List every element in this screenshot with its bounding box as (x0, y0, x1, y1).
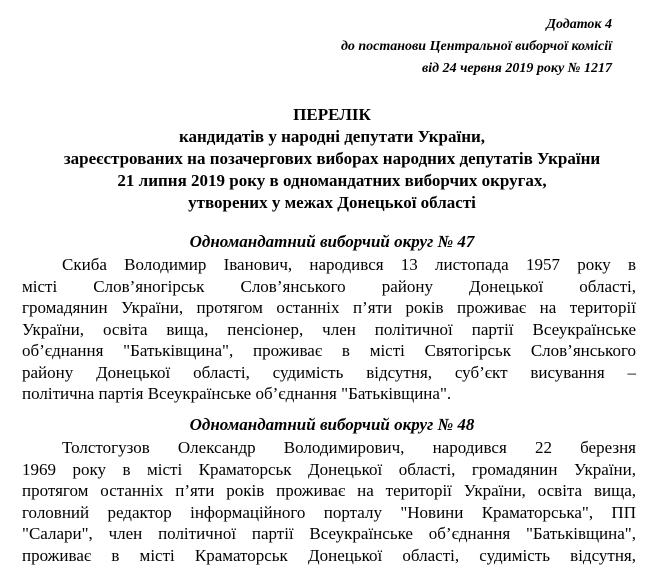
paragraph-line: місті Слов’яногірськ Слов’янського району Донецької області, (22, 276, 636, 296)
paragraph-line: району Донецької області, судимість відсутня, суб’єкт висування – (22, 362, 636, 382)
district-47-heading: Одномандатний виборчий округ № 47 (189, 232, 475, 251)
paragraph-line: політична партія Всеукраїнське об’єднання "Батьківщина". (22, 384, 452, 403)
title-line-1: ПЕРЕЛІК (293, 105, 371, 124)
paragraph-line: Скиба Володимир Іванович, народився 13 листопада 1957 року в (62, 255, 636, 274)
annex-number: Додаток 4 (546, 17, 612, 32)
annex-resolution-ref: до постанови Центральної виборчої комісії (340, 39, 612, 54)
title-line-4: 21 липня 2019 року в одномандатних виборчих округах, (117, 171, 547, 190)
paragraph-line: громадянин України, протягом останніх п’яти років проживає на території (22, 298, 636, 317)
paragraph-line: України, освіта вища, пенсіонер, член політичної партії Всеукраїнське (22, 319, 636, 339)
paragraph-line: об’єднання "Батьківщина", проживає в місті Святогірськ Слов’янського (22, 341, 636, 360)
annex-date-number: від 24 червня 2019 року № 1217 (421, 61, 612, 76)
title-line-3: зареєстрованих на позачергових виборах народних депутатів України (63, 149, 601, 168)
document-title (20, 104, 644, 214)
paragraph-line: "Салари", член політичної партії Всеукраїнське об’єднання "Батьківщина", (22, 524, 636, 543)
paragraph-line: головний редактор інформаційного порталу "Новини Краматорська", ПП (22, 502, 636, 522)
title-line-5: утворених у межах Донецької області (188, 193, 476, 212)
paragraph-line: протягом останніх п’яти років проживає на території України, освіта вища, (22, 481, 636, 500)
annex-header (341, 14, 612, 80)
paragraph-line: Толстогузов Олександр Володимирович, народився 22 березня (62, 438, 636, 457)
district-48-candidate-paragraph (22, 437, 636, 566)
district-47-candidate-paragraph (22, 254, 636, 405)
title-line-2: кандидатів у народні депутати України, (178, 127, 486, 146)
paragraph-line: проживає в місті Краматорськ Донецької області, судимість відсутня, (22, 545, 636, 565)
district-48-heading: Одномандатний виборчий округ № 48 (189, 415, 475, 434)
paragraph-line: 1969 року в місті Краматорськ Донецької області, громадянин України, (22, 459, 636, 479)
